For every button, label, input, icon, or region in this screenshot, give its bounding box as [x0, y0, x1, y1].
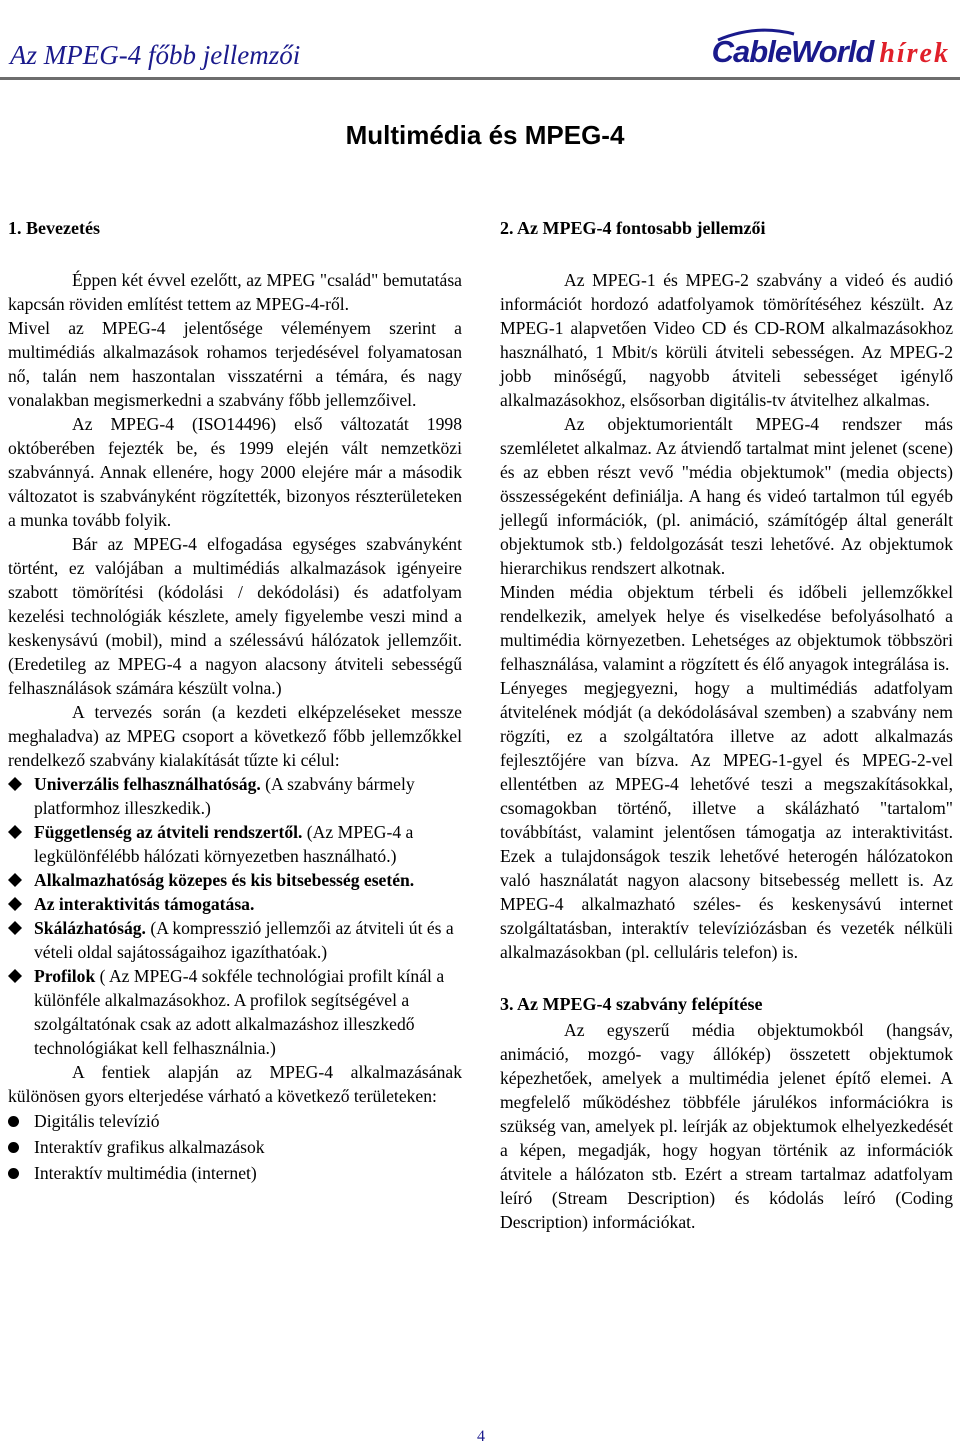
right-column [500, 214, 953, 1234]
goal-title: Profilok [34, 966, 96, 986]
section-1-para-5: A tervezés során (a kezdeti elképzeléseket messze meghaladva) az MPEG csoport a következő főbb jellemzőkkel rendelkező szabvány kialakítását tűzte ki célul: [8, 702, 462, 770]
section-1-para-2: Mivel az MPEG-4 jelentősége véleményem szerint a multimédiás alkalmazások rohamos terjedésével folyamatosan nő, talán nem haszontalan visszatérni a témára, és nagy vonalakban megismerkedni a szabvány főbb jellemzőivel. [8, 318, 462, 410]
dot-bullet-icon [8, 1142, 19, 1153]
section-1-para-4: Bár az MPEG-4 elfogadása egységes szabványként történt, ez valójában a multimédiás alkalmazások igényeire szabott tömörítési (kódolási / dekódolási) és adatfolyam kezelési technológiák készlete, amely figyelembe veszi mind a keskenysávú (mobil), mind a szélessávú hálózatok jellemzőit. (Eredetileg az MPEG-4 a nagyon alacsony átviteli sebességű felhasználások számára készült volna.) [8, 534, 462, 698]
section-2-para-4: Lényeges megjegyezni, hogy a multimédiás adatfolyam átvitelének módját (a dekódolásával szemben) a szabvány nem rögzíti, ez a szolgáltatóra illetve az adott alkalmazás fejlesztőjére van bízva. Az MPEG-1-gyel és MPEG-2-vel ellentétben az MPEG-4 lehetővé teszi a megszakításokkal, csomagokban történő, illetve a skálázható "tartalom" továbbítást, valamint jelentősen támogatja az interaktivitást. Ezek a tulajdonságok teszik lehetővé heterogén hálózatokon való használatát nagyon alacsony bitsebesség mellett is. Az MPEG-4 alkalmazható széles- és keskenysávú internet szolgáltatásban, interaktív televíziózásban és vezeték nélküli alkalmazásokban (pl. celluláris telefon) is. [500, 678, 953, 962]
list-item [8, 1134, 462, 1160]
diamond-bullet-icon [8, 825, 22, 839]
section-1-para-3: Az MPEG-4 (ISO14496) első változatát 1998 októberében fejezték be, és 1999 elején vált nemzetközi szabvánnyá. Annak ellenére, hogy 2000 elejére már a második változatot is szabványként rögzítették, bizonyos részterületeken a munka tovább folyik. [8, 414, 462, 530]
section-3-para-1: Az egyszerű média objektumokból (hangsáv, animáció, mozgó- vagy állókép) összetett objektumok képezhetőek, amelyek a multimédia jelenet építő elemei. A megfelelő működéshez többféle járulékos információkra is szükség van, amelyek pl. leírják az objektumok elhelyezkedését a képen, megadják, hogy hogyan történik az információk átvitele a hálózaton stb. Ezért a stream tartalmaz adatfolyam leíró (Stream Description) és kódolás leíró (Coding Description) információkat. [500, 1020, 953, 1232]
section-1-para-6: A fentiek alapján az MPEG-4 alkalmazásának különösen gyors elterjedése várható a következő területeken: [8, 1062, 462, 1106]
section-3-heading: 3. Az MPEG-4 szabvány felépítése [500, 994, 763, 1014]
goal-text: (A kompresszió jellemzői az átviteli út és a vételi oldal sajátosságaihoz igazíthatóak.) [34, 918, 454, 962]
logo-swoosh-icon [716, 28, 796, 42]
goal-text: ( Az MPEG-4 sokféle technológiai profilt kínál a különféle alkalmazásokhoz. A profilok segítségével a szolgáltatónak csak az adott alkalmazáshoz illeszkedő technológiákat kell felhasználnia.) [34, 966, 445, 1058]
page-number: 4 [477, 1428, 485, 1445]
area-label: Interaktív grafikus alkalmazások [34, 1137, 265, 1157]
goal-title: Függetlenség az átviteli rendszertől. [34, 822, 303, 842]
list-item [8, 820, 462, 868]
diamond-bullet-icon [8, 873, 22, 887]
goals-list [8, 772, 462, 1060]
diamond-bullet-icon [8, 897, 22, 911]
logo-brand: CableWorld [711, 34, 874, 69]
section-2-para-2: Az objektumorientált MPEG-4 rendszer más szemléletet alkalmaz. Az átviendő tartalmat mint jelenet (scene) és az ebben részt vevő "média objektumok" (media objects) összességeként definiálja. A hang és videó tartalmon túl egyéb jellegű információk, (pl. animáció, számítógép által generált objektumok stb.) feldolgozását teszi lehetővé. Az objektumok hierarchikus rendszert alkotnak. [500, 414, 953, 578]
dot-bullet-icon [8, 1168, 19, 1179]
list-item [8, 1160, 462, 1186]
list-item [8, 964, 462, 1060]
diamond-bullet-icon [8, 777, 22, 791]
section-1-heading: 1. Bevezetés [8, 218, 100, 238]
list-item [8, 868, 462, 892]
area-label: Digitális televízió [34, 1111, 160, 1131]
goal-title: Alkalmazhatóság közepes és kis bitsebesség esetén. [34, 870, 415, 890]
dot-bullet-icon [8, 1116, 19, 1127]
section-2-heading: 2. Az MPEG-4 fontosabb jellemzői [500, 218, 766, 238]
page-title: Multimédia és MPEG-4 [345, 120, 625, 150]
goal-title: Skálázhatóság. [34, 918, 146, 938]
list-item [8, 1108, 462, 1134]
diamond-bullet-icon [8, 969, 22, 983]
section-2-para-1: Az MPEG-1 és MPEG-2 szabvány a videó és audió információt hordozó adatfolyamok tömörítéséhez készült. Az MPEG-1 alapvetően Video CD és CD-ROM alkalmazásokhoz használható, 1 Mbit/s körüli átviteli sebességen. Az MPEG-2 jobb minőségű, nagyobb átviteli sebességet igénylő alkalmazásokhoz, elsősorban digitális-tv átvitelhez alkalmas. [500, 270, 953, 410]
logo-suffix: hírek [879, 38, 950, 69]
list-item [8, 892, 462, 916]
section-1-para-1: Éppen két évvel ezelőtt, az MPEG "család" bemutatása kapcsán röviden említést tettem az MPEG-4-ről. [8, 270, 462, 314]
goal-text: (Az MPEG-4 a legkülönfélébb hálózati környezetben használható.) [34, 822, 414, 866]
running-title: Az MPEG-4 főbb jellemzői [10, 40, 301, 70]
left-column [8, 214, 462, 1186]
cableworld-logo [712, 34, 950, 70]
areas-list [8, 1108, 462, 1186]
page-header [0, 0, 960, 78]
list-item [8, 772, 462, 820]
goal-title: Az interaktivitás támogatása. [34, 894, 255, 914]
list-item [8, 916, 462, 964]
header-rule [0, 77, 960, 80]
area-label: Interaktív multimédia (internet) [34, 1163, 257, 1183]
section-2-para-3: Minden média objektum térbeli és időbeli jellemzőkkel rendelkezik, amelyek helye és viselkedése befolyásolható a multimédia környezetben. Lehetséges az objektumok többszöri felhasználása, valamint a rögzített és élő anyagok integrálása is. [500, 582, 953, 674]
goal-title: Univerzális felhasználhatóság. [34, 774, 261, 794]
goal-text: (A szabvány bármely platformhoz illeszkedik.) [34, 774, 415, 818]
diamond-bullet-icon [8, 921, 22, 935]
